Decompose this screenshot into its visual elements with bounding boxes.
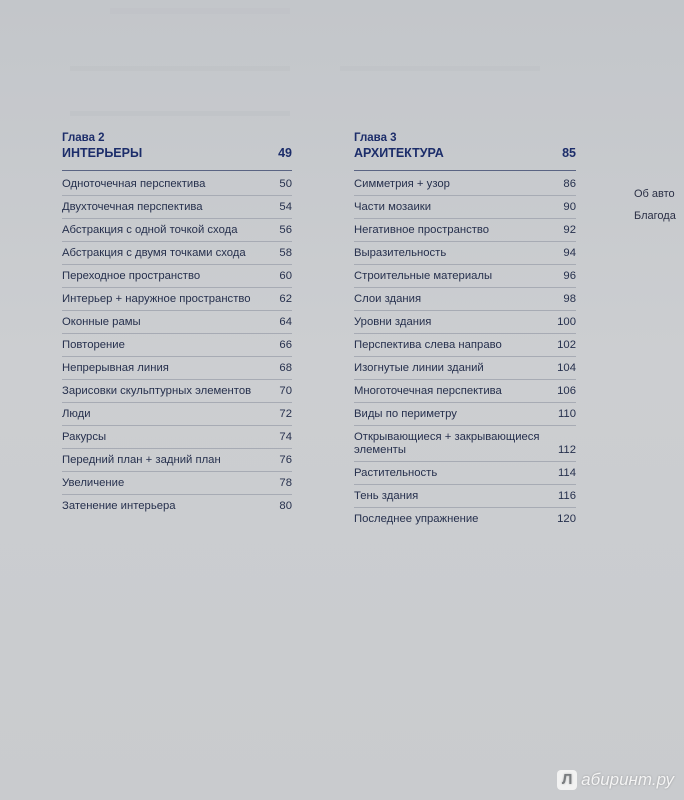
toc-entry-title: Открывающиеся + закрывающиеся элементы [354, 431, 540, 456]
toc-entry[interactable] [62, 334, 292, 357]
toc-entry-title: Строительные материалы [354, 270, 493, 282]
toc-entry[interactable] [62, 380, 292, 403]
toc-entry-title: Изогнутые линии зданий [354, 362, 484, 374]
bleed-through-text [110, 8, 290, 24]
toc-entry-page: 60 [279, 270, 292, 282]
toc-entry-page: 90 [563, 201, 576, 213]
toc-entry-page: 100 [557, 316, 576, 328]
toc-entry-title: Абстракция с одной точкой схода [62, 224, 238, 236]
watermark [557, 770, 674, 790]
toc-entry-page: 114 [557, 467, 576, 479]
toc-entry-page: 92 [563, 224, 576, 236]
toc-entry-page: 104 [557, 362, 576, 374]
toc-entry[interactable] [62, 173, 292, 196]
toc-entry[interactable] [62, 495, 292, 517]
toc-list [354, 173, 576, 530]
toc-entry-title: Зарисовки скульптурных элементов [62, 385, 252, 397]
toc-entry[interactable] [354, 485, 576, 508]
toc-entry-title: Абстракция с двумя точками схода [62, 247, 246, 259]
chapter-page-number: 85 [562, 146, 576, 160]
toc-entry[interactable] [354, 462, 576, 485]
toc-entry[interactable] [62, 403, 292, 426]
toc-entry[interactable] [354, 173, 576, 196]
toc-entry-title: Тень здания [354, 490, 419, 502]
toc-entry-page: 70 [279, 385, 292, 397]
toc-entry[interactable] [354, 380, 576, 403]
toc-entry[interactable] [354, 426, 576, 462]
toc-entry-page: 94 [563, 247, 576, 259]
toc-entry[interactable] [354, 288, 576, 311]
toc-entry-title: Уровни здания [354, 316, 432, 328]
toc-entry-title: Слои здания [354, 293, 422, 305]
toc-entry-title: Непрерывная линия [62, 362, 169, 374]
toc-entry[interactable] [354, 219, 576, 242]
toc-entry-page: 64 [279, 316, 292, 328]
toc-entry-title: Растительность [354, 467, 438, 479]
toc-entry[interactable] [62, 472, 292, 495]
toc-entry-title: Многоточечная перспектива [354, 385, 502, 397]
toc-entry-page: 116 [557, 490, 576, 502]
toc-entry-title: Одноточечная перспектива [62, 178, 206, 190]
toc-entry-title: Выразительность [354, 247, 447, 259]
toc-entry[interactable] [62, 357, 292, 380]
toc-entry-title: Двухточечная перспектива [62, 201, 203, 213]
toc-entry-page: 76 [279, 454, 292, 466]
toc-entry-page: 66 [279, 339, 292, 351]
toc-entry-page: 112 [557, 444, 576, 456]
bleed-through-text [340, 66, 540, 95]
bleed-through-text [70, 66, 290, 116]
toc-entry-title: Негативное пространство [354, 224, 490, 236]
toc-entry-title: Передний план + задний план [62, 454, 221, 466]
toc-column-chapter-2 [62, 132, 292, 517]
chapter-title-text: ИНТЕРЬЕРЫ [62, 146, 143, 160]
labirint-logo-icon: Л [557, 770, 577, 790]
toc-entry-title: Переходное пространство [62, 270, 201, 282]
toc-column-chapter-3 [354, 132, 576, 530]
toc-entry-title: Люди [62, 408, 91, 420]
toc-entry[interactable] [354, 403, 576, 426]
chapter-title[interactable] [354, 146, 576, 166]
toc-entry-page: 80 [279, 500, 292, 512]
toc-entry[interactable] [354, 196, 576, 219]
toc-entry-page: 54 [279, 201, 292, 213]
toc-entry-title: Виды по периметру [354, 408, 457, 420]
toc-entry-page: 50 [279, 178, 292, 190]
toc-entry-title: Перспектива слева направо [354, 339, 502, 351]
toc-entry[interactable] [62, 311, 292, 334]
toc-entry-page: 72 [279, 408, 292, 420]
watermark-text: абиринт.ру [581, 770, 674, 789]
chapter-title-text: АРХИТЕКТУРА [354, 146, 444, 160]
toc-entry-title: Увеличение [62, 477, 125, 489]
toc-entry[interactable] [62, 196, 292, 219]
toc-entry[interactable] [62, 219, 292, 242]
toc-entry[interactable] [62, 265, 292, 288]
toc-entry[interactable] [62, 242, 292, 265]
chapter-title[interactable] [62, 146, 292, 166]
toc-entry[interactable] [62, 449, 292, 472]
toc-entry-page: 68 [279, 362, 292, 374]
divider [354, 170, 576, 171]
toc-entry[interactable] [354, 508, 576, 530]
divider [62, 170, 292, 171]
cut-off-entry: Об авто [634, 188, 675, 200]
toc-entry-page: 58 [279, 247, 292, 259]
toc-entry-title: Интерьер + наружное пространство [62, 293, 251, 305]
toc-entry-title: Части мозаики [354, 201, 432, 213]
toc-list [62, 173, 292, 517]
toc-entry[interactable] [62, 426, 292, 449]
toc-entry-page: 98 [563, 293, 576, 305]
toc-entry[interactable] [354, 242, 576, 265]
toc-entry-page: 56 [279, 224, 292, 236]
toc-entry-title: Симметрия + узор [354, 178, 450, 190]
toc-entry-page: 78 [279, 477, 292, 489]
toc-entry[interactable] [354, 265, 576, 288]
toc-entry-title: Ракурсы [62, 431, 107, 443]
toc-entry-title: Повторение [62, 339, 125, 351]
toc-entry-page: 96 [563, 270, 576, 282]
toc-entry-page: 74 [279, 431, 292, 443]
toc-entry-page: 120 [557, 513, 576, 525]
chapter-label: Глава 3 [354, 132, 397, 144]
toc-entry[interactable] [354, 311, 576, 334]
toc-entry[interactable] [62, 288, 292, 311]
chapter-label: Глава 2 [62, 132, 105, 144]
toc-entry[interactable] [354, 334, 576, 357]
toc-entry-title: Оконные рамы [62, 316, 141, 328]
cut-off-entry: Благода [634, 210, 676, 222]
toc-entry-title: Последнее упражнение [354, 513, 479, 525]
toc-entry-page: 62 [279, 293, 292, 305]
toc-entry[interactable] [354, 357, 576, 380]
toc-entry-title: Затенение интерьера [62, 500, 176, 512]
toc-entry-page: 102 [557, 339, 576, 351]
chapter-page-number: 49 [278, 146, 292, 160]
toc-entry-page: 106 [557, 385, 576, 397]
toc-entry-page: 86 [563, 178, 576, 190]
toc-entry-page: 110 [557, 408, 576, 420]
